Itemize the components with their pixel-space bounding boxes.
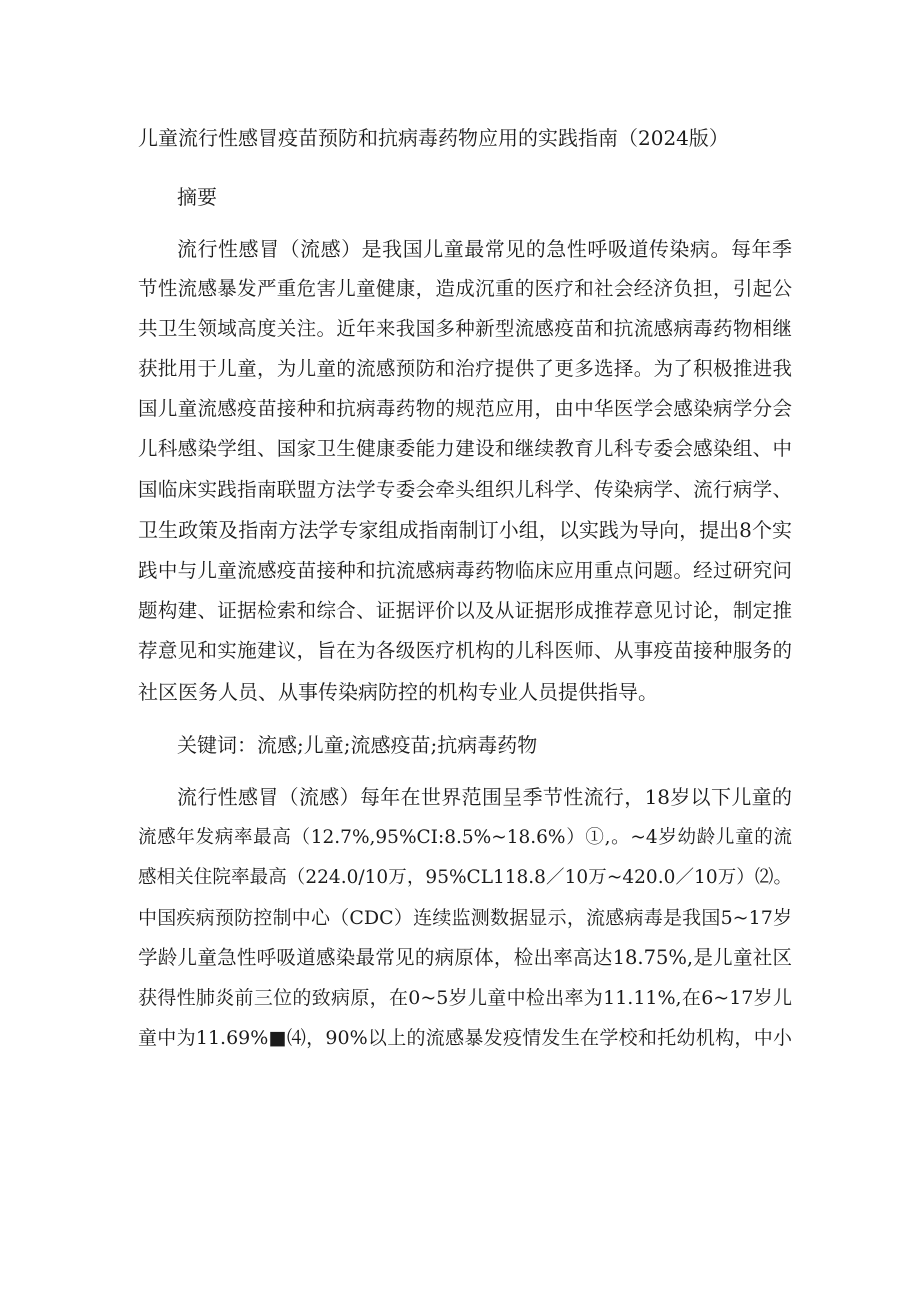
body-line: 学龄儿童急性呼吸道感染最常见的病原体，检出率高达18.75%,是儿童社区 xyxy=(138,946,792,969)
body-line: 流感年发病率最高（12.7%,95%CI:8.5%~18.6%）①,。~4岁幼龄儿童的流 xyxy=(138,827,792,848)
abstract-line: 节性流感暴发严重危害儿童健康，造成沉重的医疗和社会经济负担，引起公 xyxy=(138,277,792,300)
body-line: 感相关住院率最高（224.0/10万，95%CL118.8／10万~420.0／10万）⑵。 xyxy=(138,867,792,888)
abstract-heading: 摘要 xyxy=(177,185,217,209)
abstract-line: 题构建、证据检索和综合、证据评价以及从证据形成推荐意见讨论，制定推 xyxy=(138,599,792,622)
abstract-line: 流行性感冒（流感）是我国儿童最常见的急性呼吸道传染病。每年季 xyxy=(177,237,792,261)
body-line: 流行性感冒（流感）每年在世界范围呈季节性流行，18岁以下儿童的 xyxy=(177,785,792,809)
abstract-line: 践中与儿童流感疫苗接种和抗流感病毒药物临床应用重点问题。经过研究问 xyxy=(138,559,792,582)
abstract-line: 儿科感染学组、国家卫生健康委能力建设和继续教育儿科专委会感染组、中 xyxy=(138,437,792,460)
body-line: 中国疾病预防控制中心（CDC）连续监测数据显示，流感病毒是我国5~17岁 xyxy=(138,907,792,929)
keywords-line: 关键词：流感;儿童;流感疫苗;抗病毒药物 xyxy=(177,733,538,757)
abstract-line: 社区医务人员、从事传染病防控的机构专业人员提供指导。 xyxy=(138,680,658,704)
body-line: 获得性肺炎前三位的致病原，在0~5岁儿童中检出率为11.11%,在6~17岁儿 xyxy=(138,987,792,1009)
abstract-line: 卫生政策及指南方法学专家组成指南制订小组，以实践为导向，提出8个实 xyxy=(138,518,792,542)
abstract-line: 获批用于儿童，为儿童的流感预防和治疗提供了更多选择。为了积极推进我 xyxy=(138,357,792,380)
abstract-line: 国临床实践指南联盟方法学专委会牵头组织儿科学、传染病学、流行病学、 xyxy=(138,478,792,501)
body-line: 童中为11.69%■⑷，90%以上的流感暴发疫情发生在学校和托幼机构，中小 xyxy=(138,1027,792,1049)
document-title: 儿童流行性感冒疫苗预防和抗病毒药物应用的实践指南（2024版） xyxy=(138,126,729,150)
abstract-line: 共卫生领域高度关注。近年来我国多种新型流感疫苗和抗流感病毒药物相继 xyxy=(138,317,792,340)
abstract-line: 荐意见和实施建议，旨在为各级医疗机构的儿科医师、从事疫苗接种服务的 xyxy=(138,639,792,662)
abstract-line: 国儿童流感疫苗接种和抗病毒药物的规范应用，由中华医学会感染病学分会 xyxy=(138,397,792,420)
